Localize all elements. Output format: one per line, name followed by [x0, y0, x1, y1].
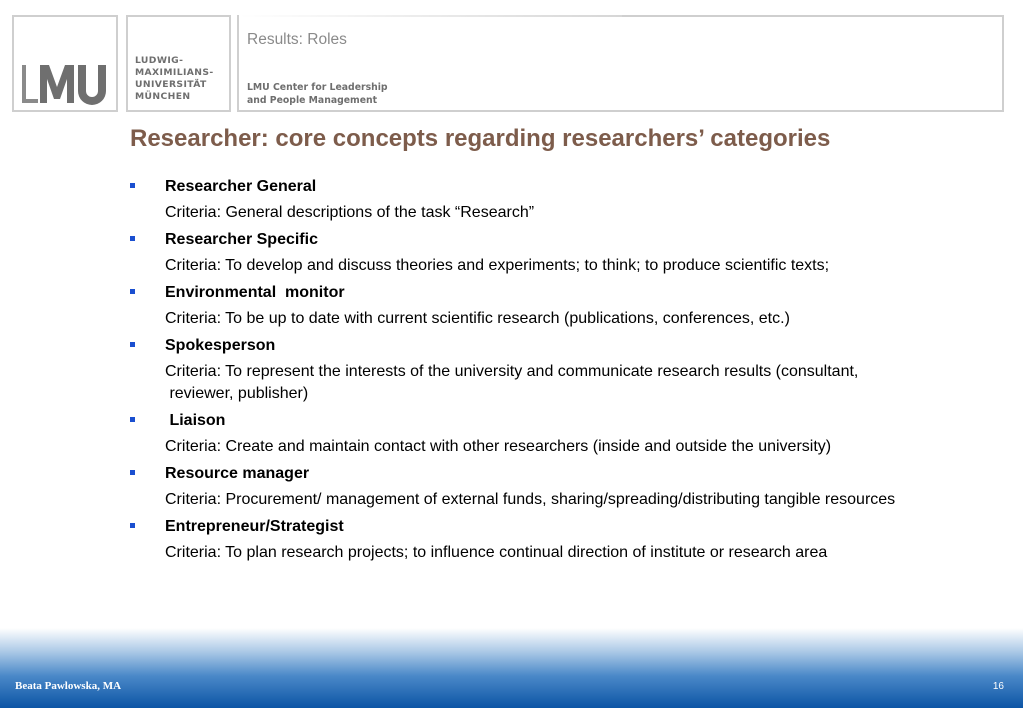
bullet-icon — [130, 523, 135, 528]
role-criteria: Criteria: To develop and discuss theories and experiments; to think; to produce scientific texts; — [165, 257, 830, 274]
center-name-line1: LMU Center for Leadership — [247, 82, 388, 93]
role-label: Spokesperson — [165, 337, 276, 354]
bullet-icon — [130, 470, 135, 475]
bullet-icon — [130, 289, 135, 294]
role-criteria: Criteria: To be up to date with current scientific research (publications, conferences, etc.) — [165, 310, 790, 327]
lmu-logo-box — [12, 15, 118, 112]
bullet-icon — [130, 342, 135, 347]
roles-list — [128, 176, 988, 569]
footer-bar — [0, 628, 1023, 708]
lmu-logo — [20, 63, 114, 107]
presenter-name: Beata Pawlowska, MA — [15, 680, 122, 692]
role-criteria: Criteria: General descriptions of the task “Research” — [165, 204, 535, 221]
slide-title: Researcher: core concepts regarding researchers’ categories — [130, 125, 831, 152]
list-item — [128, 229, 988, 277]
bullet-icon — [130, 417, 135, 422]
center-name — [247, 81, 388, 107]
role-label: Resource manager — [165, 465, 310, 482]
list-item — [128, 516, 988, 564]
page-number: 16 — [992, 681, 1004, 692]
role-label: Liaison — [165, 412, 226, 429]
header-title-box — [237, 15, 1004, 112]
role-criteria: Criteria: To represent the interests of the university and communicate research results (consultant, reviewer, publisher) — [165, 363, 859, 402]
list-item — [128, 282, 988, 330]
center-name-line2: and People Management — [247, 95, 378, 106]
header-top-gradient — [239, 15, 622, 17]
list-item — [128, 410, 988, 458]
role-criteria: Criteria: Create and maintain contact with other researchers (inside and outside the university) — [165, 438, 832, 455]
list-item — [128, 335, 988, 405]
role-label: Researcher General — [165, 178, 317, 195]
role-label: Researcher Specific — [165, 231, 318, 248]
section-title: Results: Roles — [247, 31, 347, 48]
role-criteria: Criteria: Procurement/ management of external funds, sharing/spreading/distributing tangible resources — [165, 491, 896, 508]
bullet-icon — [130, 236, 135, 241]
role-label: Environmental monitor — [165, 284, 345, 301]
role-criteria: Criteria: To plan research projects; to influence continual direction of institute or research area — [165, 544, 828, 561]
role-label: Entrepreneur/Strategist — [165, 518, 344, 535]
list-item — [128, 463, 988, 511]
bullet-icon — [130, 183, 135, 188]
university-name: LUDWIG- MAXIMILIANS- UNIVERSITÄT MÜNCHEN — [135, 55, 214, 102]
list-item — [128, 176, 988, 224]
university-name-box — [126, 15, 231, 112]
